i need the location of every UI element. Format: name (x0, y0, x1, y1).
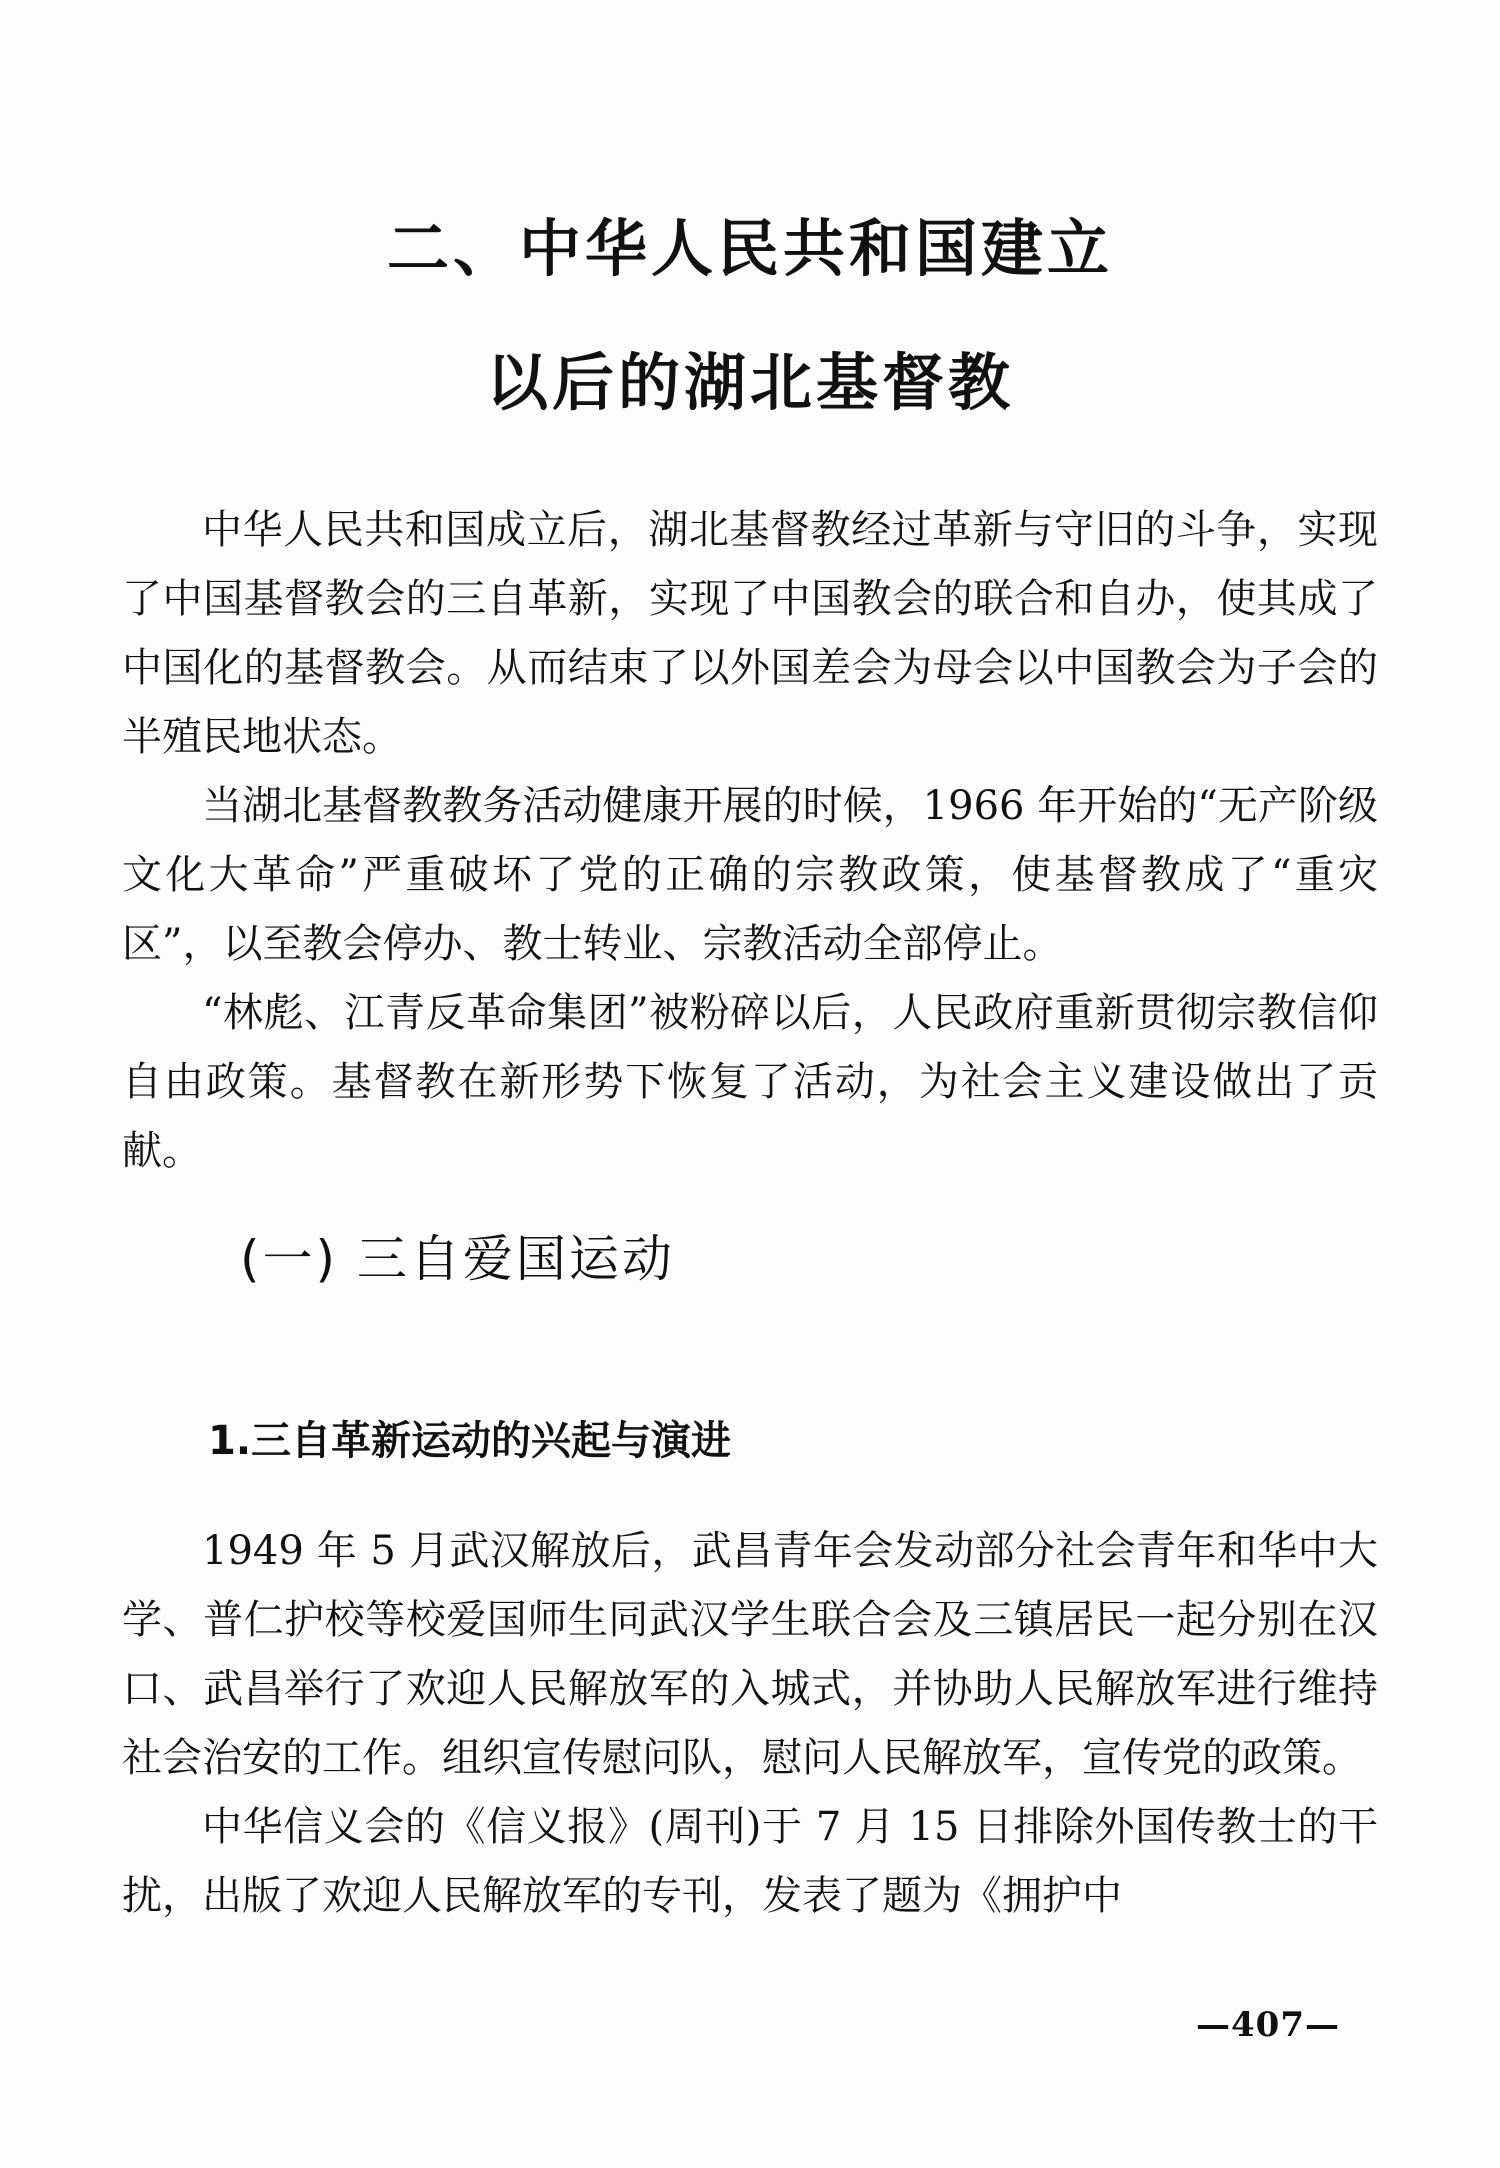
chapter-title-line-1: 二、中华人民共和国建立 (386, 212, 1113, 285)
intro-paragraph: 中华人民共和国成立后，湖北基督教经过革新与守旧的斗争，实现了中国基督教会的三自革新，实现了中国教会的联合和自办，使其成了中国化的基督教会。从而结束了以外国差会为母会以中国教会为子会的半殖民地状态。 (122, 507, 1378, 760)
chapter-title-line-2: 以后的湖北基督教 (485, 346, 1014, 419)
section-heading: (一) 三自爱国运动 (240, 1230, 675, 1288)
subsection-paragraph: 1949 年 5 月武汉解放后，武昌青年会发动部分社会青年和华中大学、普仁护校等校爱国师生同武汉学生联合会及三镇居民一起分别在汉口、武昌举行了欢迎人民解放军的入城式，并协助人民解放军进行维持社会治安的工作。组织宣传慰问队，慰问人民解放军，宣传党的政策。 (122, 1528, 1378, 1781)
subsection-heading: 1.三自革新运动的兴起与演进 (208, 1418, 732, 1464)
intro-text-block (122, 496, 1378, 1186)
intro-paragraph: 当湖北基督教教务活动健康开展的时候，1966 年开始的“无产阶级文化大革命”严重破坏了党的正确的宗教政策，使基督教成了“重灾区”，以至教会停办、教士转业、宗教活动全部停止。 (122, 783, 1378, 967)
page-number: —407— (1196, 2005, 1340, 2045)
subsection-paragraph: 中华信义会的《信义报》(周刊)于 7 月 15 日排除外国传教士的干扰，出版了欢迎人民解放军的专刊，发表了题为《拥护中 (122, 1804, 1378, 1919)
intro-paragraph: “林彪、江青反革命集团”被粉碎以后，人民政府重新贯彻宗教信仰自由政策。基督教在新形势下恢复了活动，为社会主义建设做出了贡献。 (122, 990, 1378, 1174)
subsection-text-block (122, 1517, 1378, 1931)
